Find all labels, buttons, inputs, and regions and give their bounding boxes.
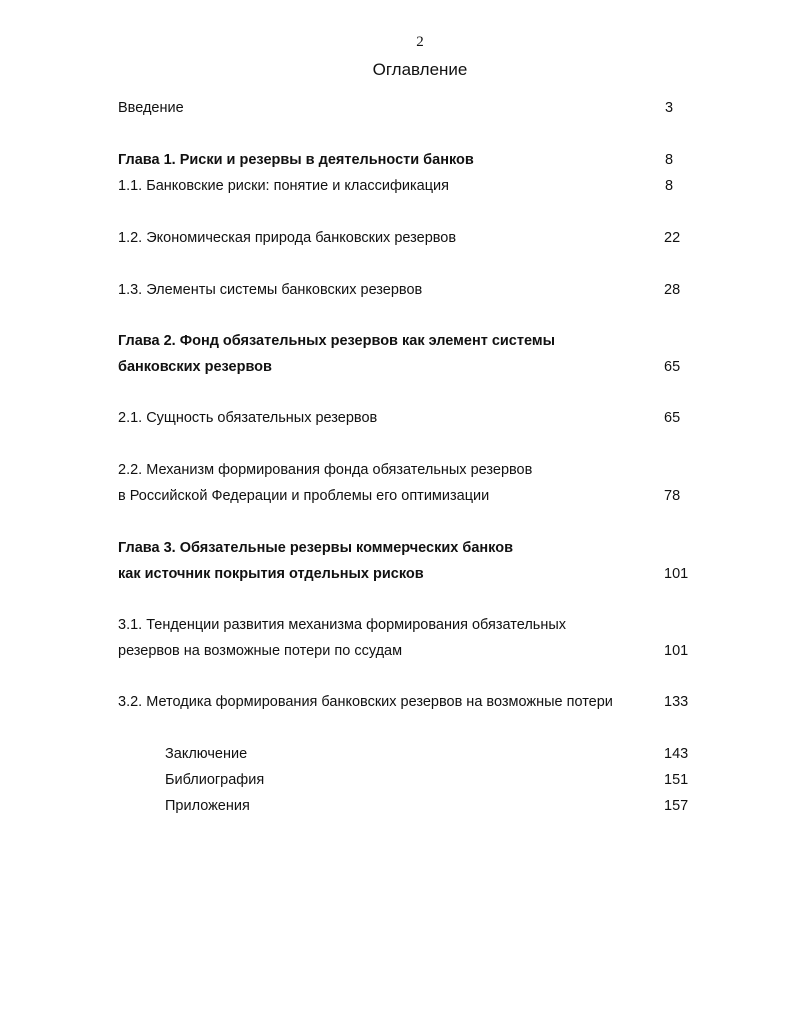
toc-entry-chapter-2-line1: Глава 2. Фонд обязательных резервов как элемент системы <box>118 333 555 349</box>
toc-entry-section-3-2: 3.2. Методика формирования банковских резервов на возможные потери <box>118 694 613 710</box>
toc-page-section-1-3: 28 <box>664 282 681 298</box>
toc-page-section-3-1: 101 <box>664 643 689 659</box>
toc-page-bibliography: 151 <box>664 772 689 788</box>
toc-entry-appendices: Приложения <box>165 798 250 814</box>
toc-page-appendices: 157 <box>664 798 689 814</box>
toc-page-chapter-2: 65 <box>664 359 681 375</box>
toc-entry-section-2-2-line1: 2.2. Механизм формирования фонда обязательных резервов <box>118 462 533 478</box>
toc-entry-chapter-3-line1: Глава 3. Обязательные резервы коммерческих банков <box>118 540 513 556</box>
toc-entry-bibliography: Библиография <box>165 772 265 788</box>
toc-entry-section-3-1-line2: резервов на возможные потери по ссудам <box>118 643 403 659</box>
toc-page-chapter-1: 8 <box>665 152 674 168</box>
toc-page-section-1-1: 8 <box>665 178 674 194</box>
toc-page-conclusion: 143 <box>664 746 689 762</box>
toc-entry-introduction: Введение <box>118 100 184 116</box>
toc-page-section-2-1: 65 <box>664 410 681 426</box>
toc-entry-section-1-3: 1.3. Элементы системы банковских резервов <box>118 282 423 298</box>
toc-entry-conclusion: Заключение <box>165 746 248 762</box>
toc-page-chapter-3: 101 <box>664 566 689 582</box>
toc-page-section-3-2: 133 <box>664 694 689 710</box>
page-title: Оглавление <box>372 60 468 79</box>
toc-entry-chapter-1: Глава 1. Риски и резервы в деятельности банков <box>118 152 474 168</box>
toc-entry-section-1-1: 1.1. Банковские риски: понятие и классификация <box>118 178 449 194</box>
toc-entry-section-2-2-line2: в Российской Федерации и проблемы его оптимизации <box>118 488 490 504</box>
toc-entry-section-2-1: 2.1. Сущность обязательных резервов <box>118 410 378 426</box>
toc-entry-section-1-2: 1.2. Экономическая природа банковских резервов <box>118 230 457 246</box>
toc-entry-chapter-3-line2: как источник покрытия отдельных рисков <box>118 566 424 582</box>
toc-entry-section-3-1-line1: 3.1. Тенденции развития механизма формирования обязательных <box>118 617 567 633</box>
toc-page-section-2-2: 78 <box>664 488 681 504</box>
toc-page-introduction: 3 <box>665 100 674 116</box>
toc-entry-chapter-2-line2: банковских резервов <box>118 359 272 375</box>
page-number: 2 <box>416 34 424 50</box>
toc-page-section-1-2: 22 <box>664 230 681 246</box>
